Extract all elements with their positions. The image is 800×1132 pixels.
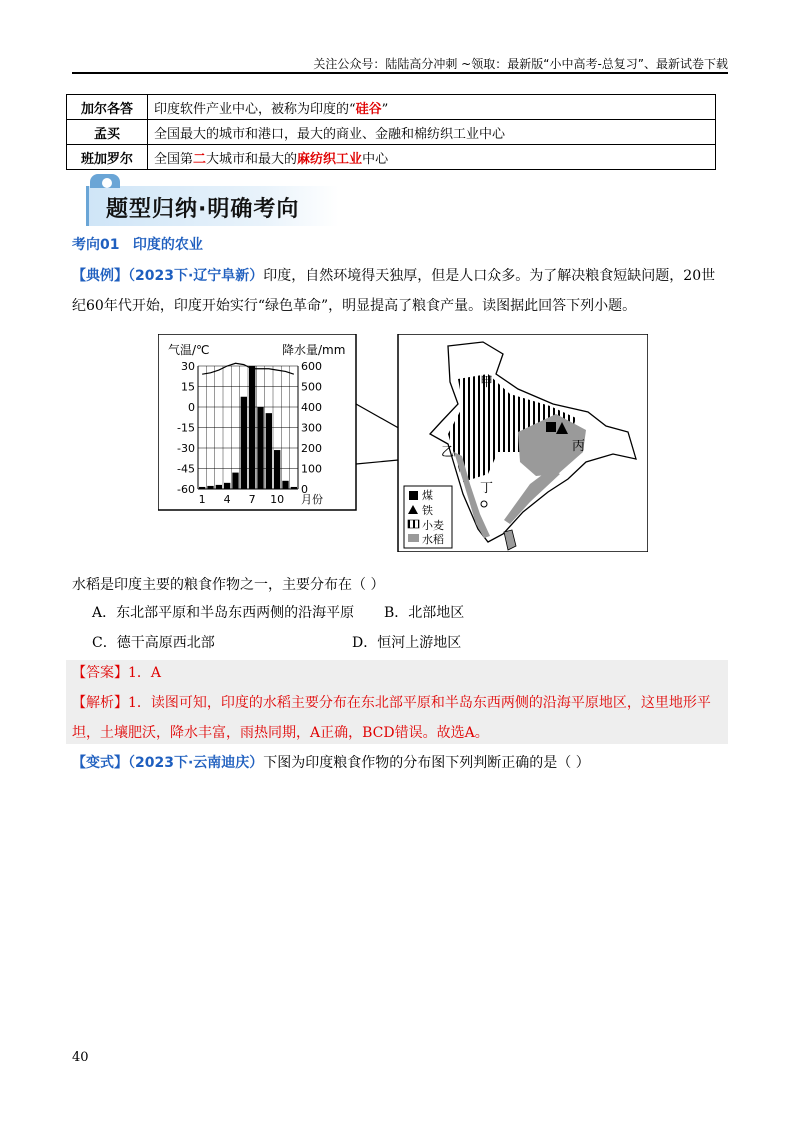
page-number: 40	[72, 1050, 89, 1065]
answer-line	[72, 664, 732, 682]
right-tick-label: 0	[301, 483, 308, 496]
right-tick-label: 300	[301, 421, 322, 435]
example-source: （2023下·辽宁阜新）	[128, 268, 264, 284]
legend-rice-label: 水稻	[422, 533, 444, 546]
left-tick-label: -15	[177, 421, 195, 435]
answer-label: 【答案】	[72, 665, 128, 681]
section-label: 考向01	[72, 237, 120, 253]
analysis-line-1	[72, 694, 732, 712]
precipitation-bar	[282, 481, 288, 489]
right-tick-label: 400	[301, 401, 322, 414]
section-title: 印度的农业	[132, 237, 203, 253]
example-line-1	[72, 267, 732, 285]
label-ding: 丁	[480, 481, 494, 496]
legend-rice-icon	[408, 534, 419, 542]
right-axis-title: 降水量/mm	[282, 343, 346, 357]
label-yi: 乙	[441, 445, 455, 460]
right-tick-label: 200	[301, 442, 322, 455]
city-description	[148, 95, 716, 120]
x-tick-label: 月份	[301, 493, 323, 506]
example-tag: 【典例】	[72, 268, 128, 284]
desc-highlight: 硅谷	[355, 101, 382, 117]
precipitation-bar	[199, 487, 205, 489]
table-row	[67, 120, 716, 145]
table-row	[67, 95, 716, 120]
precipitation-bar	[266, 413, 272, 489]
question-stem: 水稻是印度主要的粮食作物之一，主要分布在（ ）	[72, 577, 385, 593]
option-c[interactable]: C．德干高原西北部	[92, 635, 215, 651]
city-description	[148, 145, 716, 170]
left-tick-label: 0	[188, 401, 195, 414]
example-line-2: 纪60年代开始，印度开始实行“绿色革命”，明显提高了粮食产量。读图据此回答下列小题。	[72, 298, 637, 314]
precipitation-bar	[207, 486, 213, 489]
city-name: 孟买	[67, 120, 148, 145]
x-tick-label: 10	[270, 493, 285, 506]
desc-text: 大城市和最大的	[206, 151, 298, 167]
left-tick-label: -30	[177, 442, 195, 455]
right-tick-label: 600	[301, 360, 322, 373]
variant-source: （2023下·云南迪庆）	[128, 755, 264, 771]
left-tick-label: -45	[177, 462, 195, 476]
city-name: 加尔各答	[67, 95, 148, 120]
coal-marker	[546, 422, 556, 432]
precipitation-bar	[257, 407, 263, 489]
x-tick-label: 7	[248, 493, 256, 506]
right-tick-label: 100	[301, 462, 322, 476]
banner-dot-icon	[102, 178, 112, 188]
example-text: 印度，自然环境得天独厚，但是人口众多。为了解决粮食短缺问题，20世	[263, 268, 716, 284]
analysis-text: 1．读图可知，印度的水稻主要分布在东北部平原和半岛东西两侧的沿海平原地区，这里地形平	[128, 695, 711, 711]
map-legend	[404, 486, 452, 548]
precipitation-bar	[216, 485, 222, 489]
label-jia: 甲	[480, 375, 494, 390]
variant-line	[72, 754, 732, 772]
variant-tag: 【变式】	[72, 755, 128, 771]
option-b[interactable]: B．北部地区	[384, 605, 465, 621]
analysis-line-2: 坦，土壤肥沃，降水丰富，雨热同期，A正确，BCD错误。故选A。	[72, 725, 489, 741]
city-name: 班加罗尔	[67, 145, 148, 170]
left-axis-title: 气温/℃	[168, 343, 210, 357]
city-table	[66, 94, 716, 170]
desc-text: 全国第	[154, 151, 194, 167]
desc-text: ”	[381, 101, 389, 117]
table-row	[67, 145, 716, 170]
label-bing: 丙	[572, 439, 586, 454]
legend-coal-label: 煤	[422, 489, 433, 502]
option-d[interactable]: D．恒河上游地区	[352, 635, 462, 651]
city-description: 全国最大的城市和港口，最大的商业、金融和棉纺织工业中心	[148, 120, 716, 145]
left-tick-label: -60	[177, 483, 195, 496]
option-a[interactable]: A．东北部平原和半岛东西两侧的沿海平原	[92, 605, 355, 621]
india-map	[398, 334, 648, 552]
x-tick-label: 4	[223, 493, 231, 506]
answer-value: 1．A	[128, 665, 162, 681]
x-tick-label: 1	[198, 493, 206, 506]
left-tick-label: 30	[181, 360, 195, 373]
legend-iron-label: 铁	[422, 504, 433, 517]
desc-highlight: 二	[193, 151, 207, 167]
precipitation-bar	[241, 397, 247, 489]
legend-wheat-label: 小麦	[422, 519, 444, 532]
precipitation-bar	[232, 473, 238, 489]
precipitation-bar	[224, 483, 230, 489]
desc-text: 中心	[362, 151, 389, 167]
precipitation-bar	[274, 450, 280, 489]
section-banner	[86, 172, 346, 230]
legend-wheat-icon	[408, 520, 419, 528]
section-heading	[72, 236, 732, 254]
variant-text: 下图为印度粮食作物的分布图下列判断正确的是（ ）	[263, 755, 590, 771]
desc-text: 印度软件产业中心，被称为印度的“	[154, 101, 356, 117]
header-divider	[72, 72, 728, 74]
climate-and-map-figure	[158, 334, 648, 552]
precipitation-bar	[291, 487, 297, 489]
right-tick-label: 500	[301, 380, 322, 394]
legend-coal-icon	[409, 491, 418, 500]
page-header: 关注公众号：陆陆高分冲刺 ~领取：最新版“小中高考-总复习”、最新试卷下载	[313, 57, 728, 71]
banner-tab	[90, 174, 120, 188]
desc-highlight: 麻纺织工业	[297, 151, 363, 167]
banner-title: 题型归纳·明确考向	[106, 197, 300, 222]
climate-chart	[158, 334, 356, 510]
left-tick-label: 15	[181, 380, 195, 394]
analysis-label: 【解析】	[72, 695, 128, 711]
precipitation-bar	[249, 366, 255, 489]
